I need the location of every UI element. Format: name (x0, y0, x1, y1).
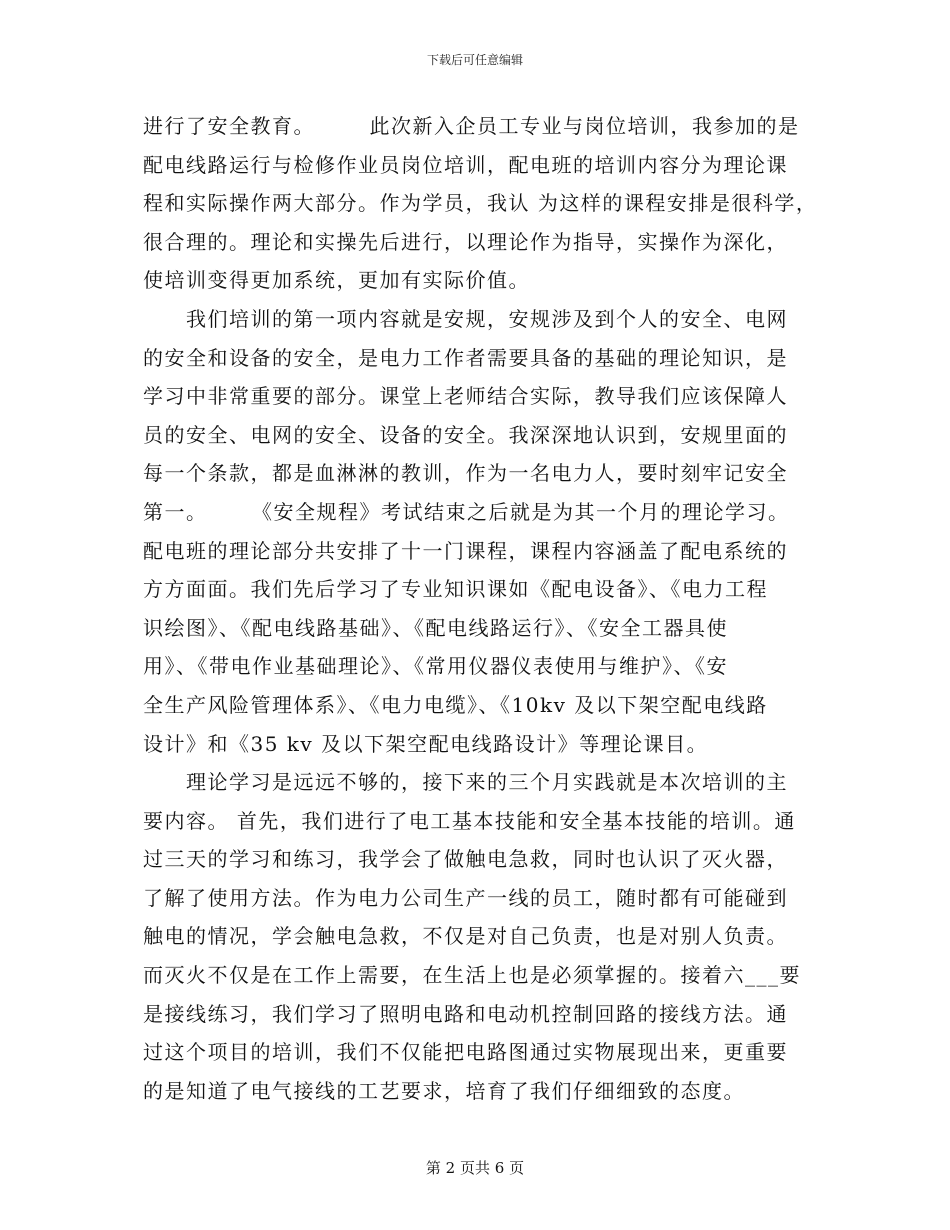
text-line: 触电的情况，学会触电急救，不仅是对自己负责，也是对别人负责。 (143, 924, 788, 949)
text-line: 配电班的理论部分共安排了十一门课程，课程内容涵盖了配电系统的 (143, 538, 788, 563)
text-line: 用》、《带电作业基础理论》、《常用仪器仪表使用与维护》、《安 (143, 654, 728, 679)
text-line: 是接线练习，我们学习了照明电路和电动机控制回路的接线方法。通 (143, 1001, 788, 1026)
text-line: 的安全和设备的安全，是电力工作者需要具备的基础的理论知识，是 (143, 345, 788, 370)
text-line: 配电线路运行与检修作业员岗位培训，配电班的培训内容分为理论课 (143, 152, 788, 177)
text-line: 方方面面。我们先后学习了专业知识课如《配电设备》、《电力工程 (143, 577, 768, 602)
text-line: 的是知道了电气接线的工艺要求，培育了我们仔细细致的态度。 (143, 1078, 745, 1103)
text-line: 而灭火不仅是在工作上需要，在生活上也是必须掌握的。接着六___要 (143, 963, 801, 988)
text-line: 很合理的。理论和实操先后进行，以理论作为指导，实操作为深化， (143, 229, 788, 254)
text-line: 程和实际操作两大部分。作为学员，我认 为这样的课程安排是很科学， (143, 191, 818, 216)
text-line: 第一。 《安全规程》考试结束之后就是为其一个月的理论学习。 (143, 499, 790, 524)
text-line: 理论学习是远远不够的，接下来的三个月实践就是本次培训的主 (143, 770, 788, 795)
text-line: 学习中非常重要的部分。课堂上老师结合实际，教导我们应该保障人 (143, 384, 788, 409)
page-number: 第 2 页共 6 页 (425, 1159, 525, 1177)
text-line: 过三天的学习和练习，我学会了做触电急救，同时也认识了灭火器， (143, 847, 788, 872)
text-line: 每一个条款，都是血淋淋的教训，作为一名电力人，要时刻牢记安全 (143, 461, 788, 486)
text-line: 了解了使用方法。作为电力公司生产一线的员工，随时都有可能碰到 (143, 885, 788, 910)
document-body (143, 107, 823, 1110)
text-line: 使培训变得更加系统，更加有实际价值。 (143, 268, 530, 293)
text-line: 我们培训的第一项内容就是安规，安规涉及到个人的安全、电网 (143, 306, 788, 331)
text-line: 设计》和《35 kv 及以下架空配电线路设计》等理论课目。 (143, 731, 709, 756)
text-line: 识绘图》、《配电线路基础》、《配电线路运行》、《安全工器具使 (143, 615, 728, 640)
page-header: 下载后可任意编辑 (426, 53, 523, 67)
text-line: 过这个项目的培训，我们不仅能把电路图通过实物展现出来，更重要 (143, 1040, 788, 1065)
text-line: 要内容。 首先，我们进行了电工基本技能和安全基本技能的培训。通 (143, 808, 796, 833)
text-line: 员的安全、电网的安全、设备的安全。我深深地认识到，安规里面的 (143, 422, 788, 447)
text-line: 进行了安全教育。 此次新入企员工专业与岗位培训，我参加的是 (143, 114, 800, 138)
text-line: 全生产风险管理体系》、《电力电缆》、《10kv 及以下架空配电线路 (143, 692, 768, 717)
